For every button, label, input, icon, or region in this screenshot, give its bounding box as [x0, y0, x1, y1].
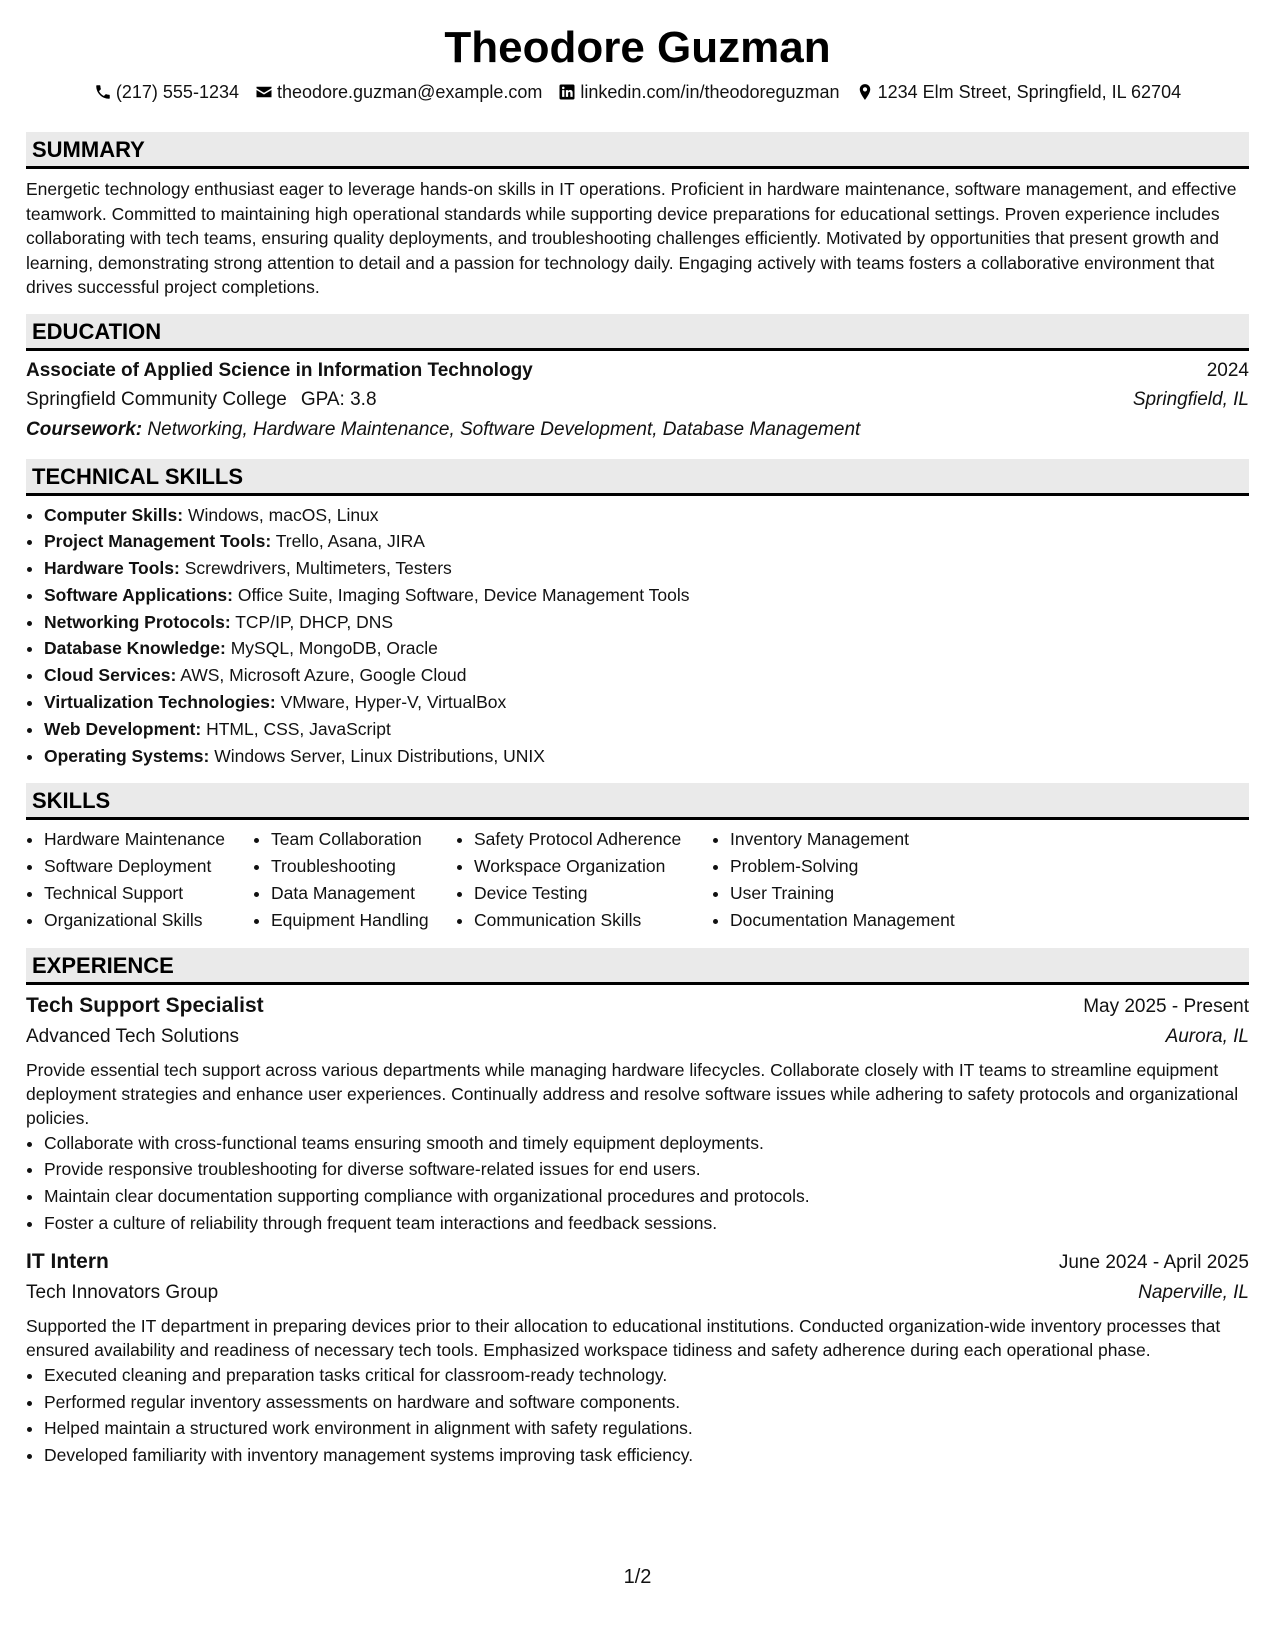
- list-item: • Device Testing: [474, 880, 712, 907]
- skill-label: Operating Systems:: [44, 745, 210, 766]
- list-item: • Technical Support: [44, 880, 253, 907]
- education-location: Springfield, IL: [1132, 388, 1249, 410]
- skill-label: Hardware Tools:: [44, 558, 180, 579]
- skill-value: HTML, CSS, JavaScript: [206, 718, 391, 739]
- page-number: 1/2: [623, 1566, 652, 1588]
- list-item: • Developed familiarity with inventory management systems improving task efficiency.: [44, 1442, 1249, 1469]
- list-item: • Equipment Handling: [271, 907, 456, 934]
- skills-column: [26, 826, 253, 933]
- experience-section: [26, 948, 1249, 1469]
- list-item: [44, 528, 1249, 555]
- list-item: • Safety Protocol Adherence: [474, 826, 712, 853]
- list-item: • Software Deployment: [44, 853, 253, 880]
- job-location: Naperville, IL: [1138, 1281, 1249, 1303]
- section-title-technical-skills: TECHNICAL SKILLS: [26, 459, 1249, 496]
- skill-label: Computer Skills:: [44, 504, 184, 525]
- job-bullets: [26, 1130, 1249, 1237]
- education-section: [26, 314, 1249, 445]
- education-coursework: [26, 415, 1249, 445]
- list-item: • Data Management: [271, 880, 456, 907]
- list-item: • Documentation Management: [730, 907, 990, 934]
- job-title: Tech Support Specialist: [26, 993, 264, 1017]
- skill-label: Networking Protocols:: [44, 611, 231, 632]
- list-item: • Problem-Solving: [730, 853, 990, 880]
- list-item: • Troubleshooting: [271, 853, 456, 880]
- coursework-label: Coursework:: [26, 418, 143, 440]
- education-date: 2024: [1206, 359, 1249, 381]
- list-item: [44, 502, 1249, 529]
- list-item: • Hardware Maintenance: [44, 826, 253, 853]
- list-item: • Communication Skills: [474, 907, 712, 934]
- linkedin-icon: [558, 83, 576, 101]
- skill-value: AWS, Microsoft Azure, Google Cloud: [180, 665, 467, 686]
- email-text: theodore.guzman@example.com: [276, 82, 543, 102]
- technical-skills-list: [26, 502, 1249, 770]
- contact-bar: [26, 80, 1249, 104]
- job-description: Provide essential tech support across various departments while managing hardware lifecycles. Collaborate closely with IT teams to streamline equipment deployment strategies and enhance user experiences. Continually address and resolve software issues while adhering to safety protocols and organizational policies.: [26, 1059, 1239, 1128]
- section-title-education: EDUCATION: [26, 314, 1249, 351]
- address-text: 1234 Elm Street, Springfield, IL 62704: [877, 82, 1182, 102]
- job-title: IT Intern: [26, 1249, 109, 1273]
- skill-label: Cloud Services:: [44, 665, 177, 686]
- list-item: [44, 743, 1249, 770]
- list-item: [44, 716, 1249, 743]
- list-item: [44, 689, 1249, 716]
- skills-grid: [26, 826, 1249, 933]
- envelope-icon: [255, 83, 273, 101]
- job-company: Advanced Tech Solutions: [26, 1025, 240, 1047]
- technical-skills-section: [26, 459, 1249, 770]
- skill-value: Trello, Asana, JIRA: [275, 531, 425, 552]
- list-item: • Performed regular inventory assessments on hardware and software components.: [44, 1389, 1249, 1416]
- list-item: • Inventory Management: [730, 826, 990, 853]
- job-entry: [26, 1247, 1249, 1469]
- phone-text: (217) 555-1234: [115, 82, 239, 102]
- list-item: • Organizational Skills: [44, 907, 253, 934]
- list-item: • Team Collaboration: [271, 826, 456, 853]
- job-dates: June 2024 - April 2025: [1058, 1251, 1249, 1273]
- list-item: • User Training: [730, 880, 990, 907]
- job-company: Tech Innovators Group: [26, 1281, 219, 1303]
- skill-value: VMware, Hyper-V, VirtualBox: [280, 692, 507, 713]
- summary-section: [26, 132, 1249, 300]
- list-item: • Foster a culture of reliability through frequent team interactions and feedback sessions.: [44, 1210, 1249, 1237]
- education-degree: Associate of Applied Science in Information Technology: [26, 359, 533, 381]
- skill-value: Windows Server, Linux Distributions, UNIX: [214, 745, 545, 766]
- skill-value: Windows, macOS, Linux: [187, 504, 379, 525]
- resume-page: [26, 22, 1249, 1479]
- education-school: Springfield Community College: [26, 388, 287, 410]
- skill-label: Software Applications:: [44, 584, 233, 605]
- list-item: • Workspace Organization: [474, 853, 712, 880]
- summary-text: Energetic technology enthusiast eager to leverage hands-on skills in IT operations. Proficient in hardware maintenance, software management, and effective teamwork. Committed to maintaining high operational standards while supporting device preparations for educational settings. Proven experience includes collaborating with tech teams, ensuring quality deployments, and troubleshooting challenges efficiently. Motivated by opportunities that present growth and learning, demonstrating strong attention to detail and a passion for technology daily. Engaging actively with teams fosters a collaborative environment that drives successful project completions.: [26, 179, 1237, 297]
- section-title-experience: EXPERIENCE: [26, 948, 1249, 985]
- list-item: [44, 582, 1249, 609]
- list-item: • Maintain clear documentation supporting compliance with organizational procedures and protocols.: [44, 1183, 1249, 1210]
- contact-phone[interactable]: [94, 80, 239, 104]
- map-pin-icon: [856, 83, 874, 101]
- skill-value: MySQL, MongoDB, Oracle: [230, 638, 438, 659]
- linkedin-text: linkedin.com/in/theodoreguzman: [580, 82, 840, 102]
- skill-label: Web Development:: [44, 718, 202, 739]
- list-item: [44, 555, 1249, 582]
- skill-label: Database Knowledge:: [44, 638, 226, 659]
- candidate-name: Theodore Guzman: [444, 23, 831, 72]
- skill-value: Screwdrivers, Multimeters, Testers: [184, 558, 452, 579]
- section-title-summary: SUMMARY: [26, 132, 1249, 169]
- skills-column: [253, 826, 456, 933]
- job-entry: [26, 991, 1249, 1237]
- skills-column: [456, 826, 712, 933]
- skills-section: [26, 783, 1249, 933]
- skills-column: [712, 826, 990, 933]
- list-item: [44, 662, 1249, 689]
- education-gpa: GPA: 3.8: [300, 388, 377, 410]
- job-location: Aurora, IL: [1165, 1025, 1249, 1047]
- job-dates: May 2025 - Present: [1083, 995, 1249, 1017]
- list-item: [44, 609, 1249, 636]
- skill-value: TCP/IP, DHCP, DNS: [235, 611, 394, 632]
- job-bullets: [26, 1362, 1249, 1469]
- section-title-skills: SKILLS: [26, 783, 1249, 820]
- list-item: • Executed cleaning and preparation tasks critical for classroom-ready technology.: [44, 1362, 1249, 1389]
- contact-linkedin[interactable]: [558, 80, 839, 104]
- list-item: • Helped maintain a structured work environment in alignment with safety regulations.: [44, 1415, 1249, 1442]
- skill-value: Office Suite, Imaging Software, Device Management Tools: [237, 584, 690, 605]
- job-description: Supported the IT department in preparing devices prior to their allocation to educational institutions. Conducted organization-wide inventory processes that ensured availability and readiness of necessary tech tools. Emphasized workspace tidiness and safety adherence during each operational phase.: [26, 1315, 1221, 1360]
- contact-email[interactable]: [255, 80, 542, 104]
- list-item: [44, 635, 1249, 662]
- contact-address: [856, 80, 1182, 104]
- skill-label: Project Management Tools:: [44, 531, 272, 552]
- coursework-list: Networking, Hardware Maintenance, Software Development, Database Management: [147, 418, 861, 440]
- skill-label: Virtualization Technologies:: [44, 692, 276, 713]
- list-item: • Collaborate with cross-functional teams ensuring smooth and timely equipment deployments.: [44, 1130, 1249, 1157]
- phone-icon: [94, 83, 112, 101]
- list-item: • Provide responsive troubleshooting for diverse software-related issues for end users.: [44, 1156, 1249, 1183]
